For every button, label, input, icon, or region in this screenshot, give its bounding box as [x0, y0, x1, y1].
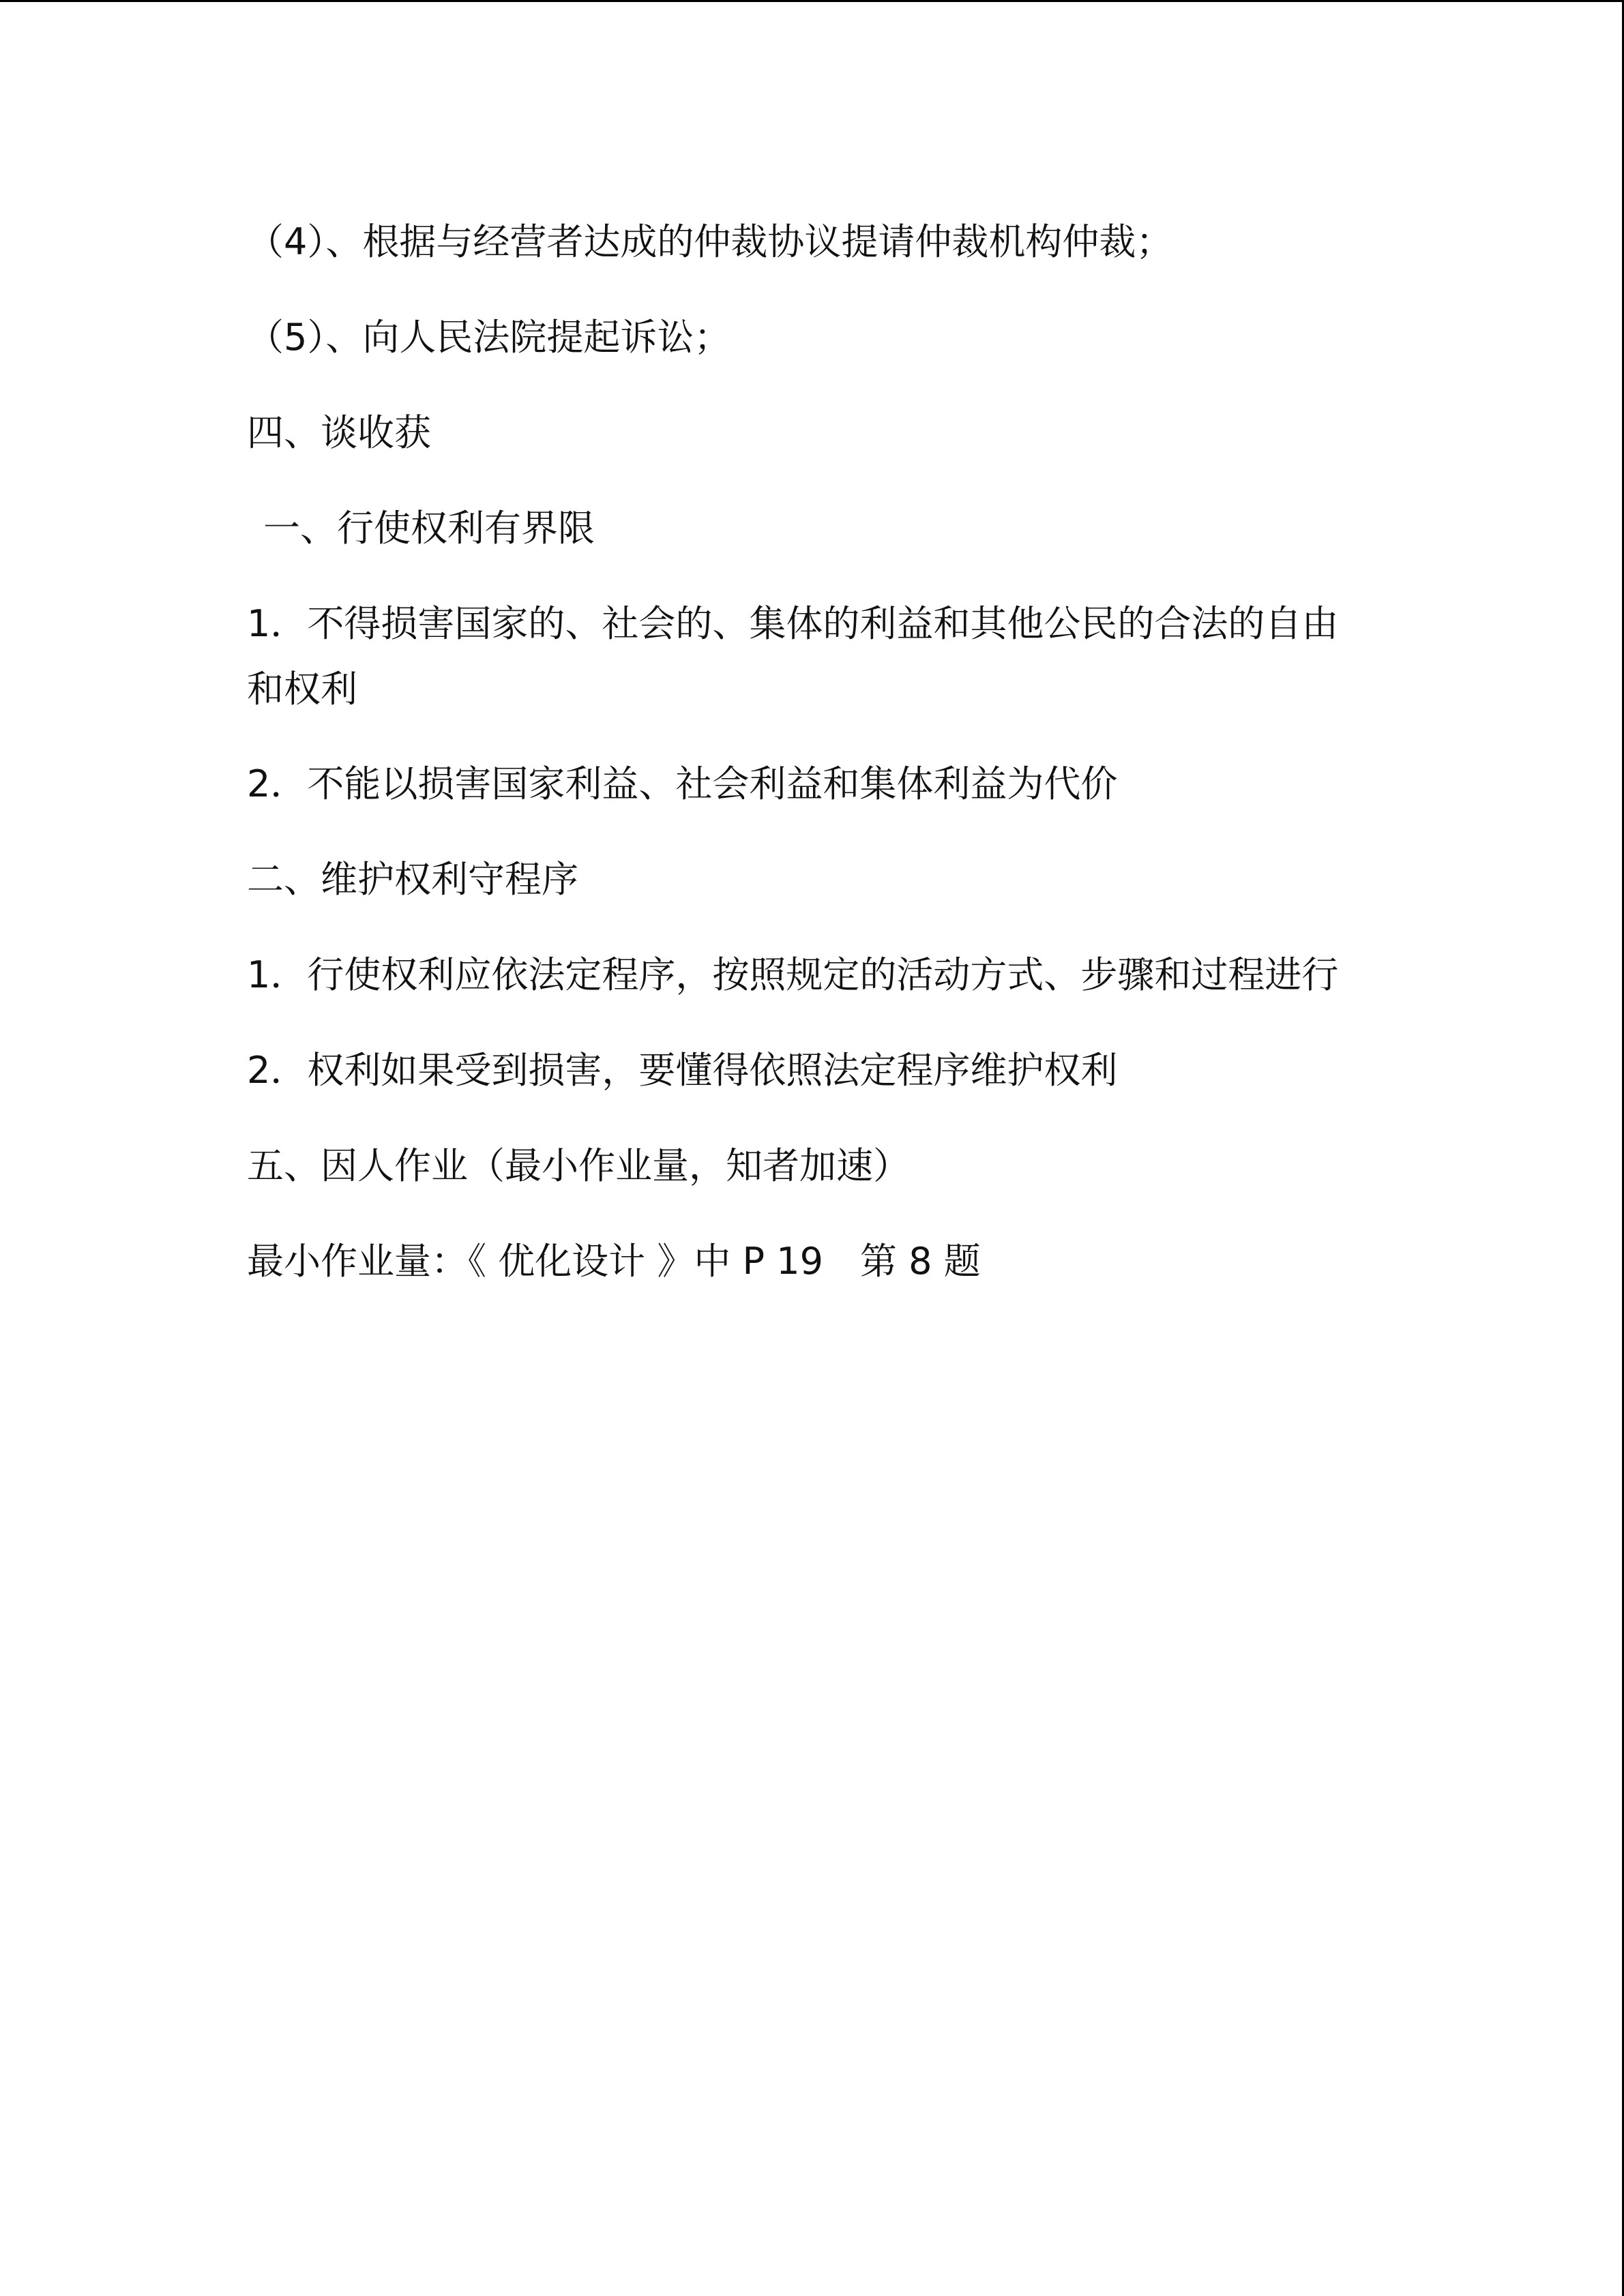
- limit-point-2: 2．不能以损害国家利益、社会利益和集体利益为代价: [247, 762, 1118, 805]
- procedure-point-2: 2．权利如果受到损害，要懂得依照法定程序维护权利: [247, 1049, 1118, 1092]
- subheading-procedure: 二、维护权利守程序: [247, 858, 578, 901]
- procedure-point-1: 1．行使权利应依法定程序，按照规定的活动方式、步骤和过程进行: [247, 953, 1339, 996]
- section-heading-homework: 五、因人作业（最小作业量，知者加速）: [247, 1144, 910, 1187]
- minimum-homework: 最小作业量：《 优化设计 》中 P 19 第 8 题: [247, 1240, 981, 1283]
- remedy-item-4: （4）、根据与经营者达成的仲裁协议提请仲裁机构仲裁；: [247, 220, 1173, 263]
- limit-point-1-continued: 和权利: [247, 668, 357, 711]
- remedy-item-5: （5）、向人民法院提起诉讼；: [247, 316, 731, 359]
- limit-point-1: 1．不得损害国家的、社会的、集体的利益和其他公民的合法的自由: [247, 602, 1339, 645]
- section-heading-harvest: 四、谈收获: [247, 411, 431, 454]
- subheading-rights-limits: 一、行使权利有界限: [263, 507, 595, 550]
